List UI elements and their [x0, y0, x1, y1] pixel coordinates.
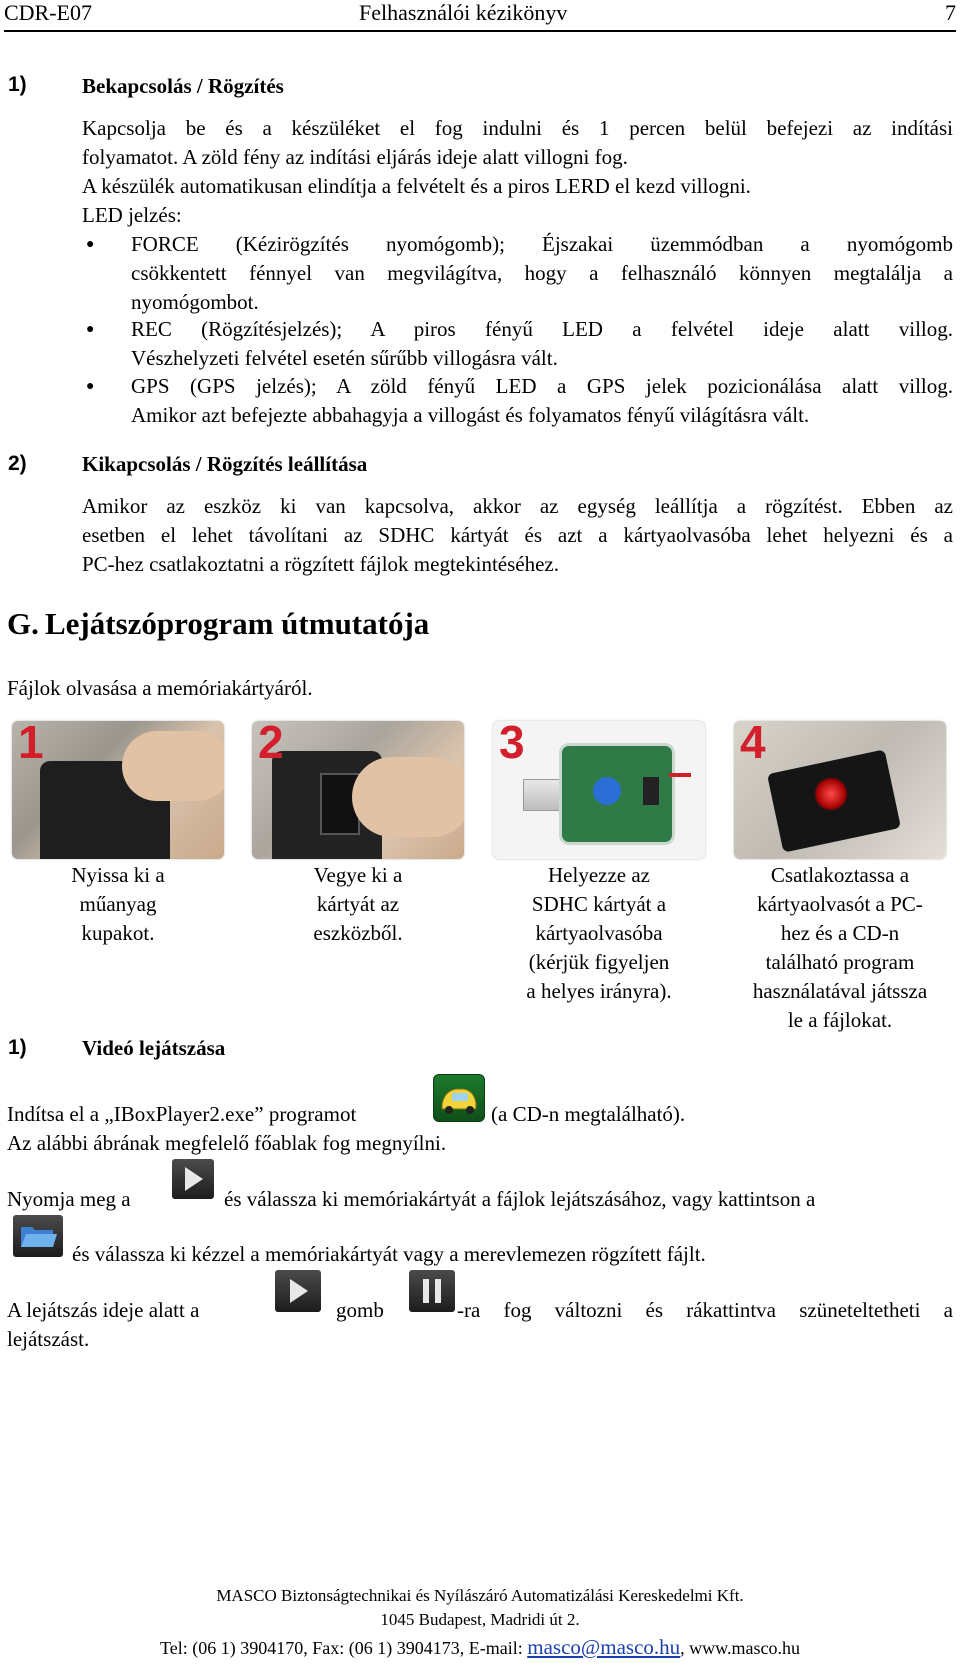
- play-icon[interactable]: [275, 1270, 321, 1312]
- car-app-icon[interactable]: [433, 1074, 485, 1122]
- launch-text-after: (a CD-n megtalálható).: [491, 1102, 686, 1126]
- finger-shape: [352, 757, 464, 837]
- bullet2-line-1: REC (Rögzítésjelzés); A piros fényű LED a felvétel ideje alatt villog.: [131, 317, 953, 341]
- bullet2-line-2: Vészhelyzeti felvétel esetén sűrűbb villogásra vált.: [131, 346, 558, 370]
- step-number-2: 2: [258, 721, 284, 768]
- footer-web: , www.masco.hu: [680, 1638, 800, 1658]
- memory-card: [643, 777, 659, 805]
- led-glow: [814, 777, 848, 811]
- caption-line: Helyezze az: [548, 863, 650, 887]
- section3-number: 1): [8, 1036, 27, 1059]
- caption-line: Csatlakoztassa a: [770, 863, 910, 887]
- bullet-dot-3: ●: [86, 379, 95, 394]
- header-rule: [4, 30, 956, 32]
- step1-photo: [12, 721, 224, 859]
- caption-line: Nyissa ki a: [71, 863, 165, 887]
- step-number-1: 1: [18, 721, 44, 768]
- bullet3-line-1: GPS (GPS jelzés); A zöld fényű LED a GPS jelek pozicionálása alatt villog.: [131, 374, 953, 398]
- section2-line-3: PC-hez csatlakoztatni a rögzített fájlok megtekintéséhez.: [82, 552, 559, 576]
- finger-shape: [122, 731, 224, 801]
- window-text: Az alábbi ábrának megfelelő főablak fog megnyílni.: [7, 1131, 447, 1155]
- caption-line: kártyát az: [316, 892, 400, 916]
- section2-line-2: esetben el lehet távolítani az SDHC kártyát és azt a kártyaolvasóba lehet helyezni és a: [82, 523, 953, 547]
- bullet3-line-2: Amikor azt befejezte abbahagyja a villogást és folyamatos fényű világításra vált.: [131, 403, 810, 427]
- section2-line-1: Amikor az eszköz ki van kapcsolva, akkor az egység leállítja a rögzítést. Ebben az: [82, 494, 953, 518]
- pause-text-d: lejátszást.: [7, 1327, 90, 1351]
- caption-line: kupakot.: [81, 921, 155, 945]
- bullet-dot-2: ●: [86, 322, 95, 337]
- pause-icon[interactable]: [409, 1270, 455, 1312]
- step-number-4: 4: [740, 721, 766, 768]
- caption-line: található program: [765, 950, 915, 974]
- step1-caption: [12, 861, 224, 948]
- step2-caption: [252, 861, 464, 948]
- caption-line: le a fájlokat.: [787, 1008, 893, 1032]
- bullet1-line-1: FORCE (Kézirögzítés nyomógomb); Éjszakai üzemmódban a nyomógomb: [131, 232, 953, 256]
- pause-text-a: A lejátszás ideje alatt a: [7, 1298, 200, 1322]
- caption-line: SDHC kártyát a: [531, 892, 667, 916]
- section1-line-1: Kapcsolja be és a készüléket el fog indulni és 1 percen belül befejezi az indítási: [82, 116, 953, 140]
- caption-line: műanyag: [79, 892, 157, 916]
- caption-line: a helyes irányra).: [526, 979, 672, 1003]
- page-number: 7: [945, 0, 956, 25]
- bullet1-line-2: csökkentett fénnyel van megvilágítva, hogy a felhasználó könnyen megtalálja a: [131, 261, 953, 285]
- section1-title: Bekapcsolás / Rögzítés: [82, 74, 284, 98]
- section1-line-3: A készülék automatikusan elindítja a felvételt és a piros LERD el kezd villogni.: [82, 174, 751, 198]
- press-text-before: Nyomja meg a: [7, 1187, 131, 1211]
- footer-address: 1045 Budapest, Madridi út 2.: [380, 1610, 580, 1629]
- folder-text: és válassza ki kézzel a memóriakártyát vagy a merevlemezen rögzített fájlt.: [72, 1242, 706, 1266]
- caption-line: eszközből.: [313, 921, 403, 945]
- play-icon[interactable]: [172, 1159, 214, 1199]
- caption-line: hez és a CD-n: [780, 921, 900, 945]
- bullet1-line-3: nyomógombot.: [131, 290, 259, 314]
- step4-photo: [734, 721, 946, 859]
- pause-text-b: gomb: [336, 1298, 384, 1322]
- section2-title: Kikapcsolás / Rögzítés leállítása: [82, 452, 368, 476]
- step2-photo: [252, 721, 464, 859]
- chapter-title: Lejátszóprogram útmutatója: [45, 606, 430, 641]
- header-doc-code: CDR-E07: [4, 0, 92, 25]
- footer-contact-prefix: Tel: (06 1) 3904170, Fax: (06 1) 3904173, E-mail:: [160, 1638, 523, 1658]
- step4-caption: [724, 861, 956, 1035]
- footer-company: MASCO Biztonságtechnikai és Nyílászáró Automatizálási Kereskedelmi Kft.: [216, 1586, 744, 1605]
- folder-icon[interactable]: [13, 1215, 63, 1257]
- caption-line: kártyaolvasóba: [535, 921, 663, 945]
- caption-line: (kérjük figyeljen: [528, 950, 670, 974]
- caption-line: használatával játssza: [752, 979, 928, 1003]
- section1-line-2: folyamatot. A zöld fény az indítási eljárás ideje alatt villogni fog.: [82, 145, 628, 169]
- section1-line-4: LED jelzés:: [82, 203, 182, 227]
- caption-line: kártyaolvasót a PC-: [757, 892, 923, 916]
- press-text-after: és válassza ki memóriakártyát a fájlok lejátszásához, vagy kattintson a: [224, 1187, 816, 1211]
- footer-email-link[interactable]: masco@masco.hu: [527, 1635, 681, 1659]
- reader-chip: [593, 777, 621, 805]
- step3-photo: [493, 721, 705, 859]
- section3-title: Videó lejátszása: [82, 1036, 226, 1060]
- caption-line: Vegye ki a: [313, 863, 403, 887]
- section2-number: 2): [8, 452, 27, 475]
- page-header: [4, 0, 956, 28]
- launch-text-before: Indítsa el a „IBoxPlayer2.exe” programot: [7, 1102, 357, 1126]
- pause-text-c: -ra fog változni és rákattintva szüneteltetheti a: [457, 1298, 953, 1322]
- step-number-3: 3: [499, 721, 525, 768]
- chapter-letter: G.: [7, 606, 39, 641]
- bullet-dot-1: ●: [86, 237, 95, 252]
- footer-contact: [0, 1636, 960, 1659]
- intro-text: Fájlok olvasása a memóriakártyáról.: [7, 676, 313, 700]
- section1-number: 1): [8, 73, 27, 96]
- header-title: Felhasználói kézikönyv: [359, 0, 568, 25]
- arrow: [669, 773, 691, 777]
- step3-caption: [493, 861, 705, 1006]
